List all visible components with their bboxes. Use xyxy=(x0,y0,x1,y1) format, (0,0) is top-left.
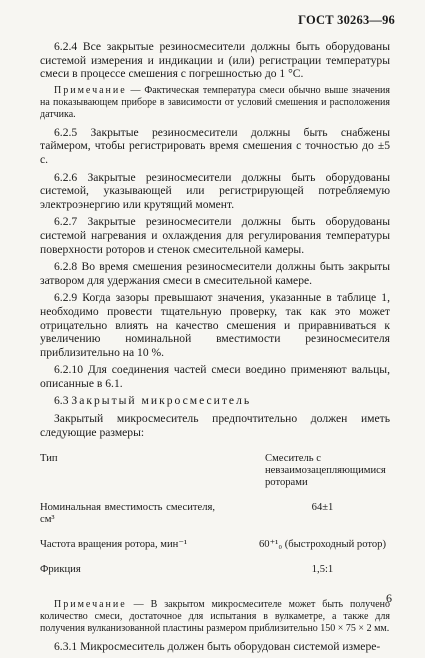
table-cell-label: Фрикция xyxy=(40,564,81,576)
paragraph-6-2-6: 6.2.6 Закрытые резиносмесители должны быть оборудованы системой, указывающей или регистрирующей потребляемую электроэнергию или крутящий момент. xyxy=(40,170,390,211)
paragraph-6-2-10: 6.2.10 Для соединения частей смеси воедино применяют вальцы, описанные в 6.1. xyxy=(40,363,390,390)
table-row xyxy=(40,539,390,564)
note-2-lead: Примечание xyxy=(54,599,127,611)
note-1 xyxy=(40,85,390,121)
table-row xyxy=(40,453,390,502)
table-cell-label: Частота вращения ротора, мин⁻¹ xyxy=(40,539,188,551)
section-number: 6.3 xyxy=(54,394,69,408)
paragraph-6-2-8: 6.2.8 Во время смешения резиносмесители должны быть закрыты затвором для удержания смеси в смесительной камере. xyxy=(40,260,390,287)
table-cell-value: 64±1 xyxy=(311,502,334,514)
paragraph-6-2-5: 6.2.5 Закрытые резиносмесители должны быть снабжены таймером, чтобы регистрировать время смешения с точностью до ±5 с. xyxy=(40,125,390,166)
note-1-text: — Фактическая температура смеси обычно выше значения на показывающем приборе в зависимости от условий смешения и расположения датчика. xyxy=(40,84,390,120)
note-2 xyxy=(40,599,390,635)
specs-table xyxy=(40,453,390,589)
paragraph-6-2-4: 6.2.4 Все закрытые резиносмесители должны быть оборудованы системой измерения и индикации и (или) регистрации температуры смеси в процессе смешения с погрешностью до 1 °С. xyxy=(40,40,390,81)
section-title: Закрытый микросмеситель xyxy=(71,394,252,408)
paragraph-6-2-7: 6.2.7 Закрытые резиносмесители должны быть оборудованы системой нагревания и охлаждения для регулирования температуры поверхности роторов и стенок смесительной камеры. xyxy=(40,215,390,256)
standard-header: ГОСТ 30263—96 xyxy=(298,13,395,27)
table-cell-value: 60⁺¹₀ (быстроходный ротор) xyxy=(259,539,386,551)
table-row xyxy=(40,502,390,539)
paragraph-6-3-1: 6.3.1 Микросмеситель должен быть оборудован системой измере- xyxy=(54,640,381,654)
table-cell-label: Номинальная вместимость смесителя, см³ xyxy=(40,502,215,526)
paragraph-6-3: Закрытый микросмеситель предпочтительно должен иметь следующие размеры: xyxy=(40,412,390,439)
table-cell-value: Смеситель с невзаимозацепляющимися роторами xyxy=(265,453,386,489)
note-1-lead: Примечание xyxy=(54,84,127,96)
table-cell-value: 1,5:1 xyxy=(311,564,334,576)
section-heading-6-3 xyxy=(40,394,390,408)
paragraph-6-2-9: 6.2.9 Когда зазоры превышают значения, указанные в таблице 1, необходимо провести тщательную проверку, так как это может отрицательно влиять на качество смешения и приравниваться к увеличению номинальной вместимости резиносмесителя приблизительно на 10 %. xyxy=(40,291,390,359)
page-content xyxy=(40,40,390,658)
table-cell-label: Тип xyxy=(40,453,58,465)
note-2-text: — В закрытом микросмесителе может быть получено количество смеси, достаточное для испытания в вулкаметре, а также для получения вулканизованной пластины размером приблизительно 150 × 75 × 2 мм. xyxy=(40,599,390,635)
table-row xyxy=(40,564,390,589)
page-number: 6 xyxy=(386,591,392,605)
